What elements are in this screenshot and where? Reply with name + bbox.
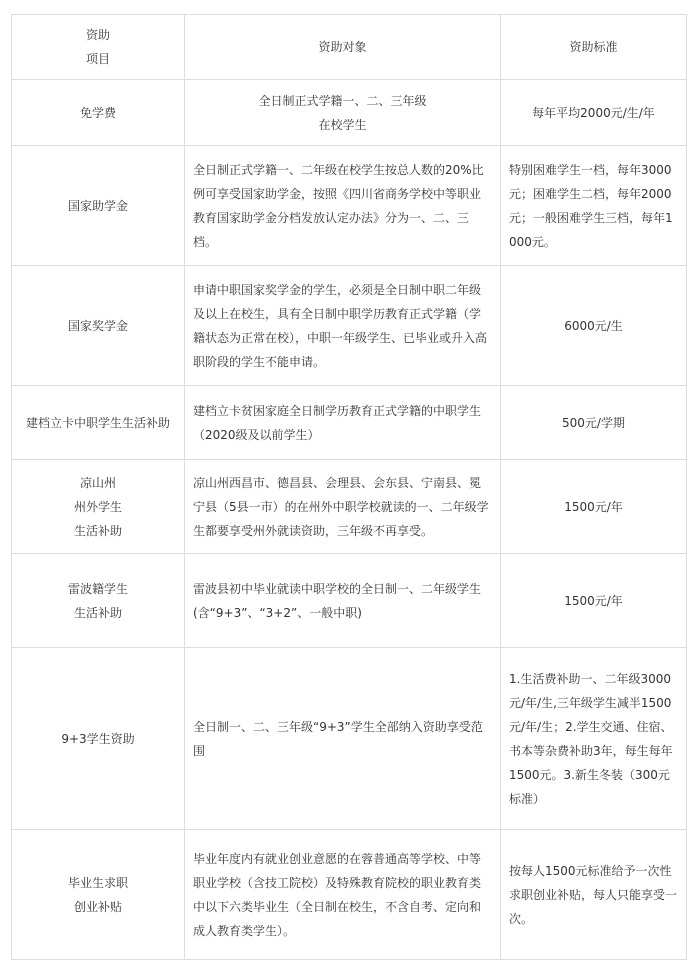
target-cell: 申请中职国家奖学金的学生，必须是全日制中职二年级及以上在校生，具有全日制中职学历教育正式学籍（学籍状态为正常在校），中职一年级学生、已毕业或升入高职阶段的学生不能申请。: [185, 266, 501, 386]
item-text: 国家助学金: [67, 198, 128, 213]
item-cell: [12, 830, 185, 960]
item-text: 凉山州: [79, 475, 116, 490]
item-text: 免学费: [79, 105, 116, 120]
target-cell: 凉山州西昌市、德昌县、会理县、会东县、宁南县、冕宁县（5县一市）的在州外中职学校就读的一、二年级学生都要享受州外就读资助，三年级不再享受。: [185, 460, 501, 554]
item-cell: [12, 386, 185, 460]
page-content: [11, 14, 687, 960]
table-row: [12, 386, 687, 460]
item-cell: [12, 648, 185, 830]
header-item-line: 项目: [85, 52, 110, 66]
table-row: [12, 830, 687, 960]
target-cell: 建档立卡贫困家庭全日制学历教育正式学籍的中职学生（2020级及以前学生）: [185, 386, 501, 460]
standard-cell: 特别困难学生一档，每年3000元；困难学生二档，每年2000元；一般困难学生三档，每年1000元。: [501, 146, 687, 266]
item-cell: [12, 460, 185, 554]
standard-cell: 6000元/生: [501, 266, 687, 386]
item-text: 雷波籍学生: [67, 581, 128, 596]
header-cell-standard: 资助标准: [501, 15, 687, 80]
target-cell: 雷波县初中毕业就读中职学校的全日制一、二年级学生(含“9+3”、“3+2”、一般中职): [185, 554, 501, 648]
item-cell: [12, 554, 185, 648]
item-text: 国家奖学金: [67, 318, 128, 333]
financial-aid-table: [11, 14, 687, 960]
item-text: 州外学生: [73, 499, 122, 514]
header-item-line: 资助: [85, 28, 110, 42]
standard-cell: 1.生活费补助一、二年级3000元/年/生,三年级学生减半1500元/年/生；2.学生交通、住宿、书本等杂费补助3年，每生每年1500元。3.新生冬装（300元标准）: [501, 648, 687, 830]
table-header-row: [12, 15, 687, 80]
table-row: [12, 460, 687, 554]
item-text: 创业补贴: [73, 899, 122, 914]
header-cell-target: 资助对象: [185, 15, 501, 80]
standard-cell: 1500元/年: [501, 460, 687, 554]
standard-cell: 按每人1500元标准给予一次性求职创业补贴，每人只能享受一次。: [501, 830, 687, 960]
item-text: 毕业生求职: [67, 875, 128, 890]
target-text: 全日制正式学籍一、二、三年级: [258, 93, 427, 108]
item-cell: [12, 266, 185, 386]
standard-cell: 每年平均2000元/生/年: [501, 80, 687, 146]
target-cell: [185, 80, 501, 146]
target-cell: 全日制一、二、三年级“9+3”学生全部纳入资助享受范围: [185, 648, 501, 830]
table-row: [12, 554, 687, 648]
standard-cell: 1500元/年: [501, 554, 687, 648]
table-row: [12, 80, 687, 146]
item-text: 生活补助: [73, 605, 122, 620]
item-text: 9+3学生资助: [61, 731, 135, 746]
header-cell-item: [12, 15, 185, 80]
target-text: 在校学生: [318, 117, 367, 132]
item-text: 建档立卡中职学生生活补助: [25, 415, 170, 430]
target-cell: 全日制正式学籍一、二年级在校学生按总人数的20%比例可享受国家助学金，按照《四川省商务学校中等职业教育国家助学金分档发放认定办法》分为一、二、三档。: [185, 146, 501, 266]
table-row: [12, 266, 687, 386]
item-cell: [12, 80, 185, 146]
item-cell: [12, 146, 185, 266]
table-row: [12, 146, 687, 266]
item-text: 生活补助: [73, 523, 122, 538]
standard-cell: 500元/学期: [501, 386, 687, 460]
table-row: [12, 648, 687, 830]
target-cell: 毕业年度内有就业创业意愿的在蓉普通高等学校、中等职业学校（含技工院校）及特殊教育院校的职业教育类中以下六类毕业生（全日制在校生，不含自考、定向和成人教育类学生）。: [185, 830, 501, 960]
